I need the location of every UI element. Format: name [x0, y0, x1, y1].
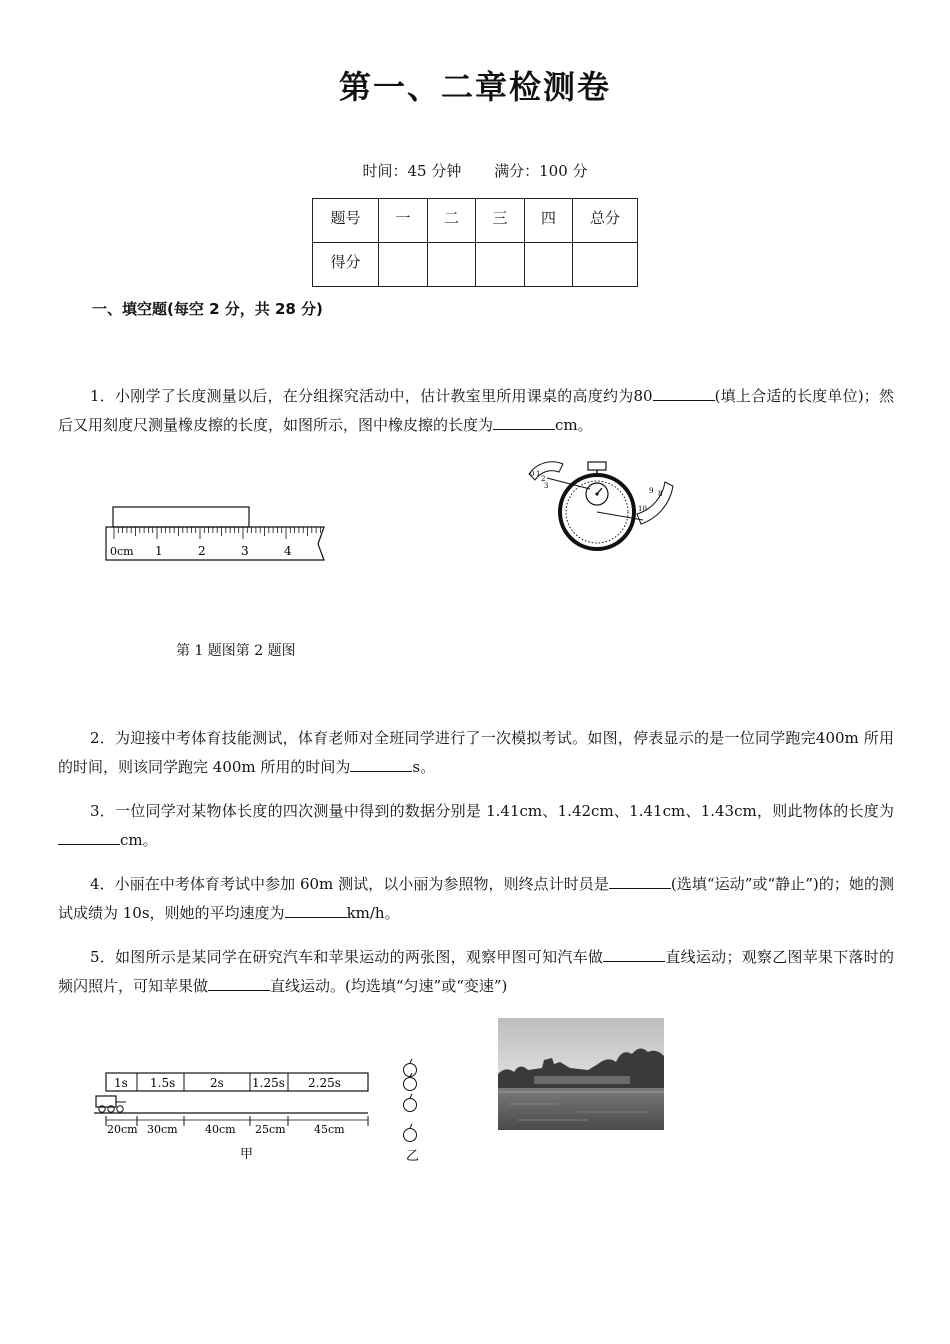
stopwatch-button: [588, 462, 606, 470]
score-table: [312, 198, 638, 287]
stopwatch-label: 9: [649, 487, 654, 495]
question-text: 2．为迎接中考体育技能测试，体育老师对全班同学进行了一次模拟考试。如图，停表显示的是一位同学跑完400m 所用的时间，则该同学跑完 400m 所用的时间为: [58, 729, 894, 776]
score-input-cell[interactable]: [573, 243, 638, 287]
question-3: [58, 797, 894, 855]
time-label: 2s: [210, 1076, 224, 1090]
question-text: s。: [412, 758, 436, 776]
question-text: 4．小丽在中考体育考试中参加 60m 测试，以小丽为参照物，则终点计时员是: [90, 875, 609, 893]
exam-time: 时间：45 分钟: [362, 162, 462, 180]
page-title: 第一、二章检测卷: [338, 68, 611, 106]
answer-blank[interactable]: [493, 415, 555, 430]
exam-info: [0, 160, 950, 181]
stopwatch-label: 8: [658, 490, 663, 498]
apple-icon: [404, 1059, 417, 1142]
question-4: [58, 870, 894, 928]
exam-full-score: 满分：100 分: [494, 162, 588, 180]
score-cell: 总分: [573, 199, 638, 243]
score-cell: 二: [428, 199, 476, 243]
answer-blank[interactable]: [285, 903, 347, 918]
ruler-ticks: [114, 527, 320, 539]
stopwatch-label: 1: [536, 470, 541, 478]
score-table-score-row: [313, 243, 638, 287]
question-text: (选填“运动”或“静止”)的；她的测试成绩为 10s，则她的平均速度为: [58, 875, 894, 922]
section-heading: 一、填空题(每空 2 分，共 28 分): [92, 300, 323, 318]
time-label: 1s: [114, 1076, 128, 1090]
question-text: (填上合适的长度单位)；然后又用刻度尺测量橡皮擦的长度，如图所示，图中橡皮擦的长度为: [58, 387, 894, 434]
car-icon: [96, 1096, 126, 1112]
apple-figure: [394, 1058, 434, 1168]
ruler-label: 2: [198, 544, 206, 558]
score-cell: 题号: [313, 199, 379, 243]
figure-label-yi: 乙: [406, 1149, 420, 1164]
ruler-label: 3: [241, 544, 249, 558]
ruler-label: 1: [155, 544, 163, 558]
question-text: 直线运动；观察乙图苹果下落时的频闪照片，可知苹果做: [58, 948, 894, 995]
car-motion-figure: [92, 1066, 377, 1166]
score-cell: 三: [476, 199, 525, 243]
answer-blank[interactable]: [653, 386, 715, 401]
question-text: cm。: [120, 831, 158, 849]
distance-label: 40cm: [205, 1123, 236, 1136]
landscape-photo: [498, 1018, 664, 1130]
question-text: cm。: [555, 416, 593, 434]
distance-label: 25cm: [255, 1123, 286, 1136]
question-text: km/h。: [346, 904, 400, 922]
score-cell: 得分: [313, 243, 379, 287]
second-scale-zoom: [637, 482, 673, 524]
score-input-cell[interactable]: [525, 243, 573, 287]
time-label: 2.25s: [308, 1076, 341, 1090]
stopwatch-label: 10: [638, 505, 647, 513]
time-label: 1.25s: [252, 1076, 285, 1090]
score-input-cell[interactable]: [379, 243, 428, 287]
score-input-cell[interactable]: [428, 243, 476, 287]
score-table-header-row: [313, 199, 638, 243]
distance-label: 45cm: [314, 1123, 345, 1136]
question-1: [58, 382, 894, 440]
distance-label: 30cm: [147, 1123, 178, 1136]
question-2: [58, 724, 894, 782]
figure-label-jia: 甲: [240, 1147, 254, 1162]
answer-blank[interactable]: [609, 874, 671, 889]
eraser: [113, 507, 249, 527]
distance-label: 20cm: [107, 1123, 138, 1136]
answer-blank[interactable]: [603, 947, 665, 962]
score-input-cell[interactable]: [476, 243, 525, 287]
score-cell: 四: [525, 199, 573, 243]
question-text: 1．小刚学了长度测量以后，在分组探究活动中，估计教室里所用课桌的高度约为80: [90, 387, 653, 405]
question-5: [58, 943, 894, 1001]
answer-blank[interactable]: [350, 757, 412, 772]
answer-blank[interactable]: [208, 976, 270, 991]
score-cell: 一: [379, 199, 428, 243]
figure-caption: 第 1 题图第 2 题图: [176, 643, 296, 659]
time-label: 1.5s: [150, 1076, 176, 1090]
stopwatch-label: 2: [541, 475, 546, 483]
stopwatch-label: 3: [544, 482, 549, 490]
answer-blank[interactable]: [58, 830, 120, 845]
question-text: 直线运动。(均选填“匀速”或“变速”): [270, 977, 508, 995]
question-text: 5．如图所示是某同学在研究汽车和苹果运动的两张图，观察甲图可知汽车做: [90, 948, 604, 966]
stopwatch-label: 0: [530, 470, 535, 478]
ruler-label: 0cm: [110, 545, 134, 558]
question-text: 3．一位同学对某物体长度的四次测量中得到的数据分别是 1.41cm、1.42cm、1.41cm、1.43cm，则此物体的长度为: [90, 802, 894, 820]
ruler-figure: [100, 500, 332, 566]
stopwatch-figure: [525, 458, 675, 558]
ruler-label: 4: [284, 544, 292, 558]
